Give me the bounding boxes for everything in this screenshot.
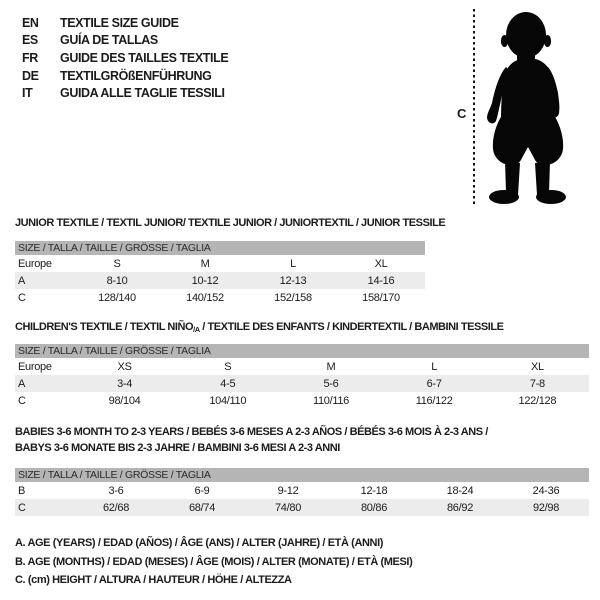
table-cell: 86/92 (417, 499, 503, 516)
table-cell: 68/74 (159, 499, 245, 516)
table-cell: 12-13 (249, 272, 337, 289)
children-size-table (15, 344, 589, 409)
table-cell: 4-5 (176, 375, 279, 392)
table-cell: 110/116 (312, 394, 349, 407)
table-cell: 74/80 (245, 499, 331, 516)
language-row (22, 67, 228, 85)
language-row (22, 49, 228, 67)
table-cell: 92/98 (503, 499, 589, 516)
language-label: GUIDE DES TAILLES TEXTILE (60, 50, 229, 65)
table-cell: L (431, 360, 438, 373)
table-cell: Europe (18, 257, 52, 270)
table-cell: 18-24 (446, 484, 474, 497)
table-cell: C (18, 394, 26, 407)
height-measure-dashed-line (473, 9, 475, 206)
size-header-row (15, 241, 425, 255)
table-cell: 140/152 (186, 291, 224, 304)
footnotes (15, 534, 412, 590)
babies-title-line2: BABYS 3-6 MONATE BIS 2-3 JAHRE / BAMBINI 3-6 MESI A 2-3 ANNI (15, 442, 340, 454)
language-label: TEXTILGRÖßENFÜHRUNG (60, 68, 212, 83)
junior-size-table (15, 241, 425, 306)
children-section-title (15, 319, 504, 338)
table-cell: XL (374, 257, 388, 270)
language-title-list (22, 14, 228, 102)
table-cell: 80/86 (331, 499, 417, 516)
babies-section-title (15, 424, 488, 456)
table-row (15, 272, 425, 289)
table-cell: Europe (18, 360, 52, 373)
language-code: FR (22, 50, 38, 65)
language-code: IT (22, 86, 33, 101)
table-cell: A (15, 272, 73, 289)
babies-title-line1: BABIES 3-6 MONTH TO 2-3 YEARS / BEBÉS 3-6 MESES A 2-3 AÑOS / BÉBÉS 3-6 MOIS À 2-3 ANS / (15, 426, 488, 438)
table-cell: 5-6 (279, 375, 382, 392)
table-cell: 24-36 (532, 484, 560, 497)
size-header-row (15, 344, 589, 358)
table-cell: 152/158 (274, 291, 312, 304)
table-cell: L (290, 257, 296, 270)
babies-size-table (15, 468, 589, 516)
language-row (22, 32, 228, 50)
table-cell: 3-6 (108, 484, 124, 497)
language-label: GUIDA ALLE TAGLIE TESSILI (60, 86, 225, 101)
size-header-cell: SIZE / TALLA / TAILLE / GRÖSSE / TAGLIA (15, 468, 589, 482)
children-title-text: / TEXTILE DES ENFANTS / KINDERTEXTIL / BAMBINI TESSILE (199, 321, 504, 333)
table-row (15, 499, 589, 516)
table-cell: 9-12 (277, 484, 299, 497)
language-code: EN (22, 15, 39, 30)
table-cell: 104/110 (209, 394, 247, 407)
table-cell: B (18, 484, 26, 497)
table-cell: 116/122 (415, 394, 453, 407)
table-row (15, 358, 589, 375)
table-cell: 6-7 (383, 375, 486, 392)
table-cell: 14-16 (337, 272, 425, 289)
language-code: DE (22, 68, 39, 83)
table-cell: S (224, 360, 232, 373)
table-cell: 98/104 (108, 394, 141, 407)
table-cell: 6-9 (194, 484, 210, 497)
table-row (15, 255, 425, 272)
table-cell: C (18, 291, 26, 304)
size-header-cell: SIZE / TALLA / TAILLE / GRÖSSE / TAGLIA (15, 344, 589, 358)
table-cell: XL (530, 360, 544, 373)
size-header-row (15, 468, 589, 482)
table-cell: M (200, 257, 210, 270)
table-cell: A (15, 375, 73, 392)
table-row (15, 392, 589, 409)
table-cell: 122/128 (518, 394, 557, 407)
table-row (15, 289, 425, 306)
table-cell: 3-4 (73, 375, 176, 392)
language-code: ES (22, 33, 38, 48)
language-row (22, 84, 228, 102)
table-cell: S (113, 257, 121, 270)
table-cell: C (15, 499, 73, 516)
table-cell: 10-12 (161, 272, 249, 289)
table-cell: XS (117, 360, 132, 373)
children-title-subscript: /A (193, 325, 200, 334)
table-cell: 12-18 (360, 484, 388, 497)
table-cell: M (326, 360, 336, 373)
size-header-cell: SIZE / TALLA / TAILLE / GRÖSSE / TAGLIA (15, 241, 425, 255)
table-cell: 62/68 (73, 499, 159, 516)
children-title-text: CHILDREN'S TEXTILE / TEXTIL NIÑO (15, 321, 194, 333)
table-cell: 8-10 (73, 272, 161, 289)
language-row (22, 14, 228, 32)
table-row (15, 482, 589, 499)
table-cell: 158/170 (362, 291, 400, 304)
footnote-age-years: A. AGE (YEARS) / EDAD (AÑOS) / ÂGE (ANS) / ALTER (JAHRE) / ETÀ (ANNI) (15, 537, 383, 549)
junior-section-title: JUNIOR TEXTILE / TEXTIL JUNIOR/ TEXTILE JUNIOR / JUNIORTEXTIL / JUNIOR TESSILE (15, 217, 446, 229)
table-row (15, 375, 589, 392)
footnote-age-months: B. AGE (MONTHS) / EDAD (MESES) / ÂGE (MOIS) / ALTER (MONATE) / ETÀ (MESI) (15, 555, 413, 568)
table-cell: 7-8 (486, 375, 589, 392)
footnote-height-cm: C. (cm) HEIGHT / ALTURA / HAUTEUR / HÖHE / ALTEZZA (15, 574, 292, 587)
height-measure-label: C (457, 106, 467, 121)
language-label: TEXTILE SIZE GUIDE (60, 15, 179, 30)
baby-silhouette-icon (484, 5, 572, 207)
table-cell: 128/140 (98, 291, 136, 304)
language-label: GUÍA DE TALLAS (60, 33, 158, 48)
